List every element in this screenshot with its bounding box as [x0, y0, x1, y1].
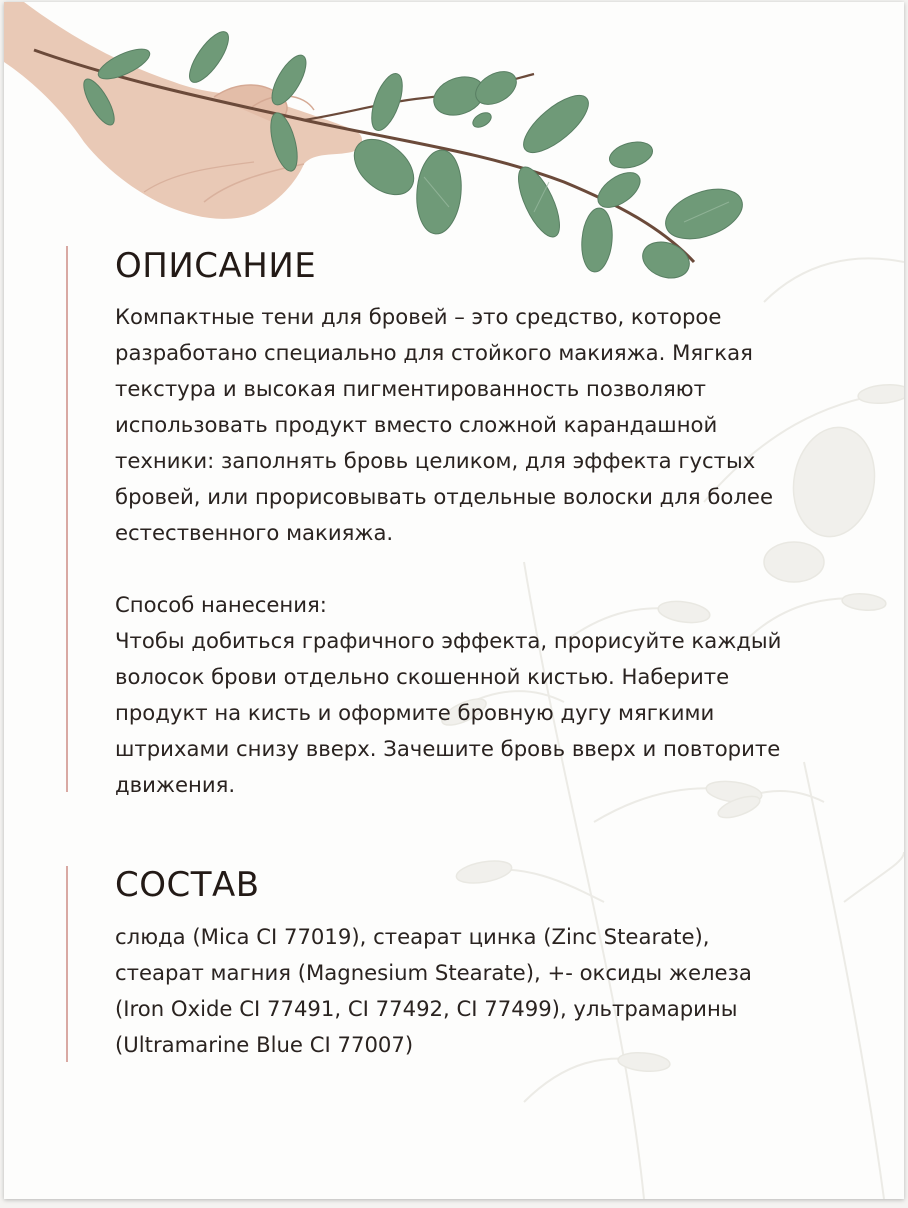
description-accent-bar — [66, 246, 68, 792]
application-method-label: Способ нанесения: — [115, 592, 327, 617]
product-info-card — [4, 2, 904, 1199]
hand-shape — [4, 2, 362, 219]
composition-accent-bar — [66, 866, 68, 1062]
description-text: Компактные тени для бровей – это средство, которое разработано специально для стойкого макияжа. Мягкая текстура и высокая пигментированность позволяют использовать продукт вместо сложной карандашной техники: заполнять бровь целиком, для эффекта густых бровей, или прорисовывать отдельные волоски для более естественного макияжа. — [115, 304, 773, 545]
application-method-text: Чтобы добиться графичного эффекта, прорисуйте каждый волосок брови отдельно скошенной кистью. Наберите продукт на кисть и оформите бровную дугу мягкими штрихами снизу вверх. Зачешите бровь вверх и повторите движения. — [115, 628, 782, 797]
composition-text: слюда (Mica CI 77019), стеарат цинка (Zinc Stearate), стеарат магния (Magnesium Stearate), +- оксиды железа (Iron Oxide CI 77491, CI 77492, CI 77499), ультрамарины (Ultramarine Blue CI 77007) — [115, 924, 752, 1057]
composition-heading: СОСТАВ — [115, 865, 260, 905]
description-heading: ОПИСАНИЕ — [115, 246, 317, 286]
